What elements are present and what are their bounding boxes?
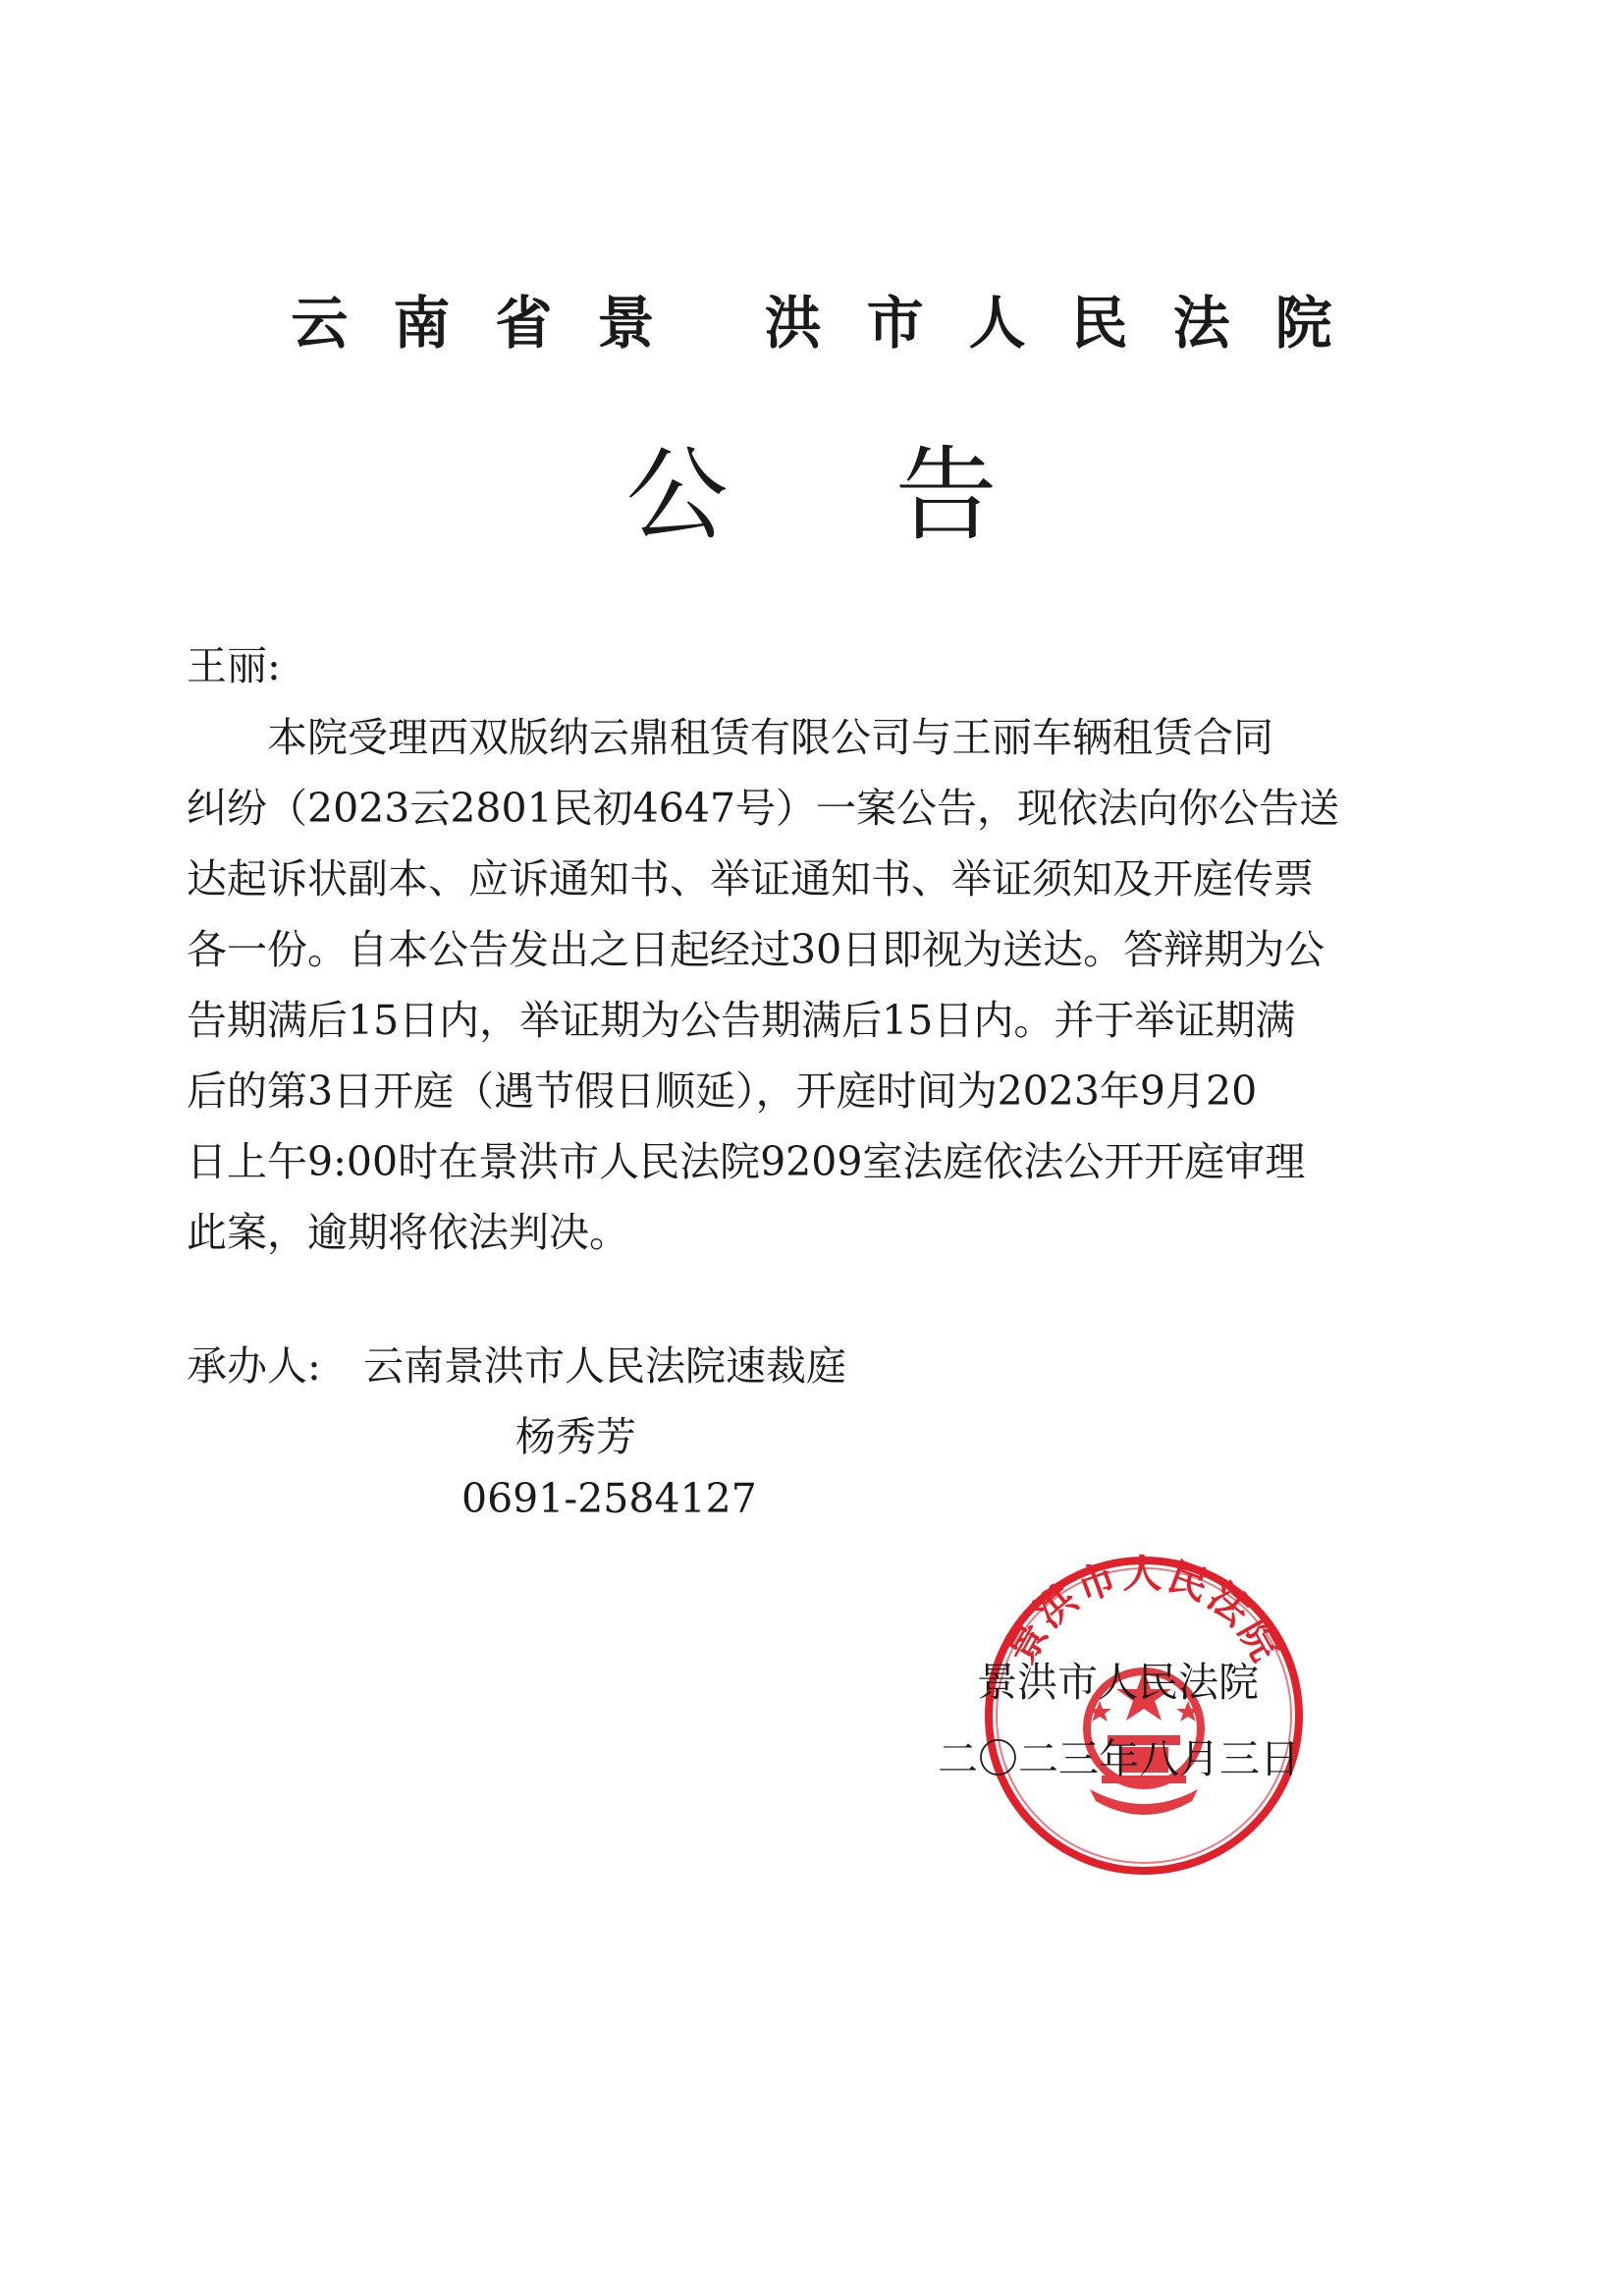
court-title: 云南省景 洪市人民法院 (291, 290, 1378, 356)
body-line: 本院受理西双版纳云鼎租赁有限公司与王丽车辆租赁合同 (187, 714, 1273, 761)
body-line: 此案，逾期将依法判决。 (187, 1209, 629, 1256)
handler-phone: 0691-2584127 (461, 1475, 757, 1522)
handler-label: 承办人: (187, 1342, 321, 1390)
notice-title: 公告 (625, 435, 1164, 555)
issue-date: 二〇二三年八月三日 (938, 1735, 1300, 1782)
body-line: 日上午9:00时在景洪市人民法院9209室法庭依法公开开庭审理 (187, 1138, 1306, 1185)
body-line: 达起诉状副本、应诉通知书、举证通知书、举证须知及开庭传票 (187, 855, 1314, 902)
addressee: 王丽: (187, 642, 281, 689)
body-line: 各一份。自本公告发出之日起经过30日即视为送达。答辩期为公 (187, 926, 1325, 973)
body-line: 后的第3日开庭（遇节假日顺延），开庭时间为2023年9月20 (187, 1067, 1258, 1115)
body-line: 告期满后15日内，举证期为公告期满后15日内。并于举证期满 (187, 997, 1296, 1044)
handler-name: 杨秀芳 (515, 1413, 636, 1460)
handler-department: 云南景洪市人民法院速裁庭 (363, 1342, 846, 1390)
issuer: 景洪市人民法院 (977, 1659, 1259, 1706)
seal-text: 景洪市人民法院 (998, 1554, 1290, 1671)
body-line: 纠纷（2023云2801民初4647号）一案公告，现依法向你公告送 (187, 785, 1340, 832)
court-seal (982, 1554, 1306, 1878)
